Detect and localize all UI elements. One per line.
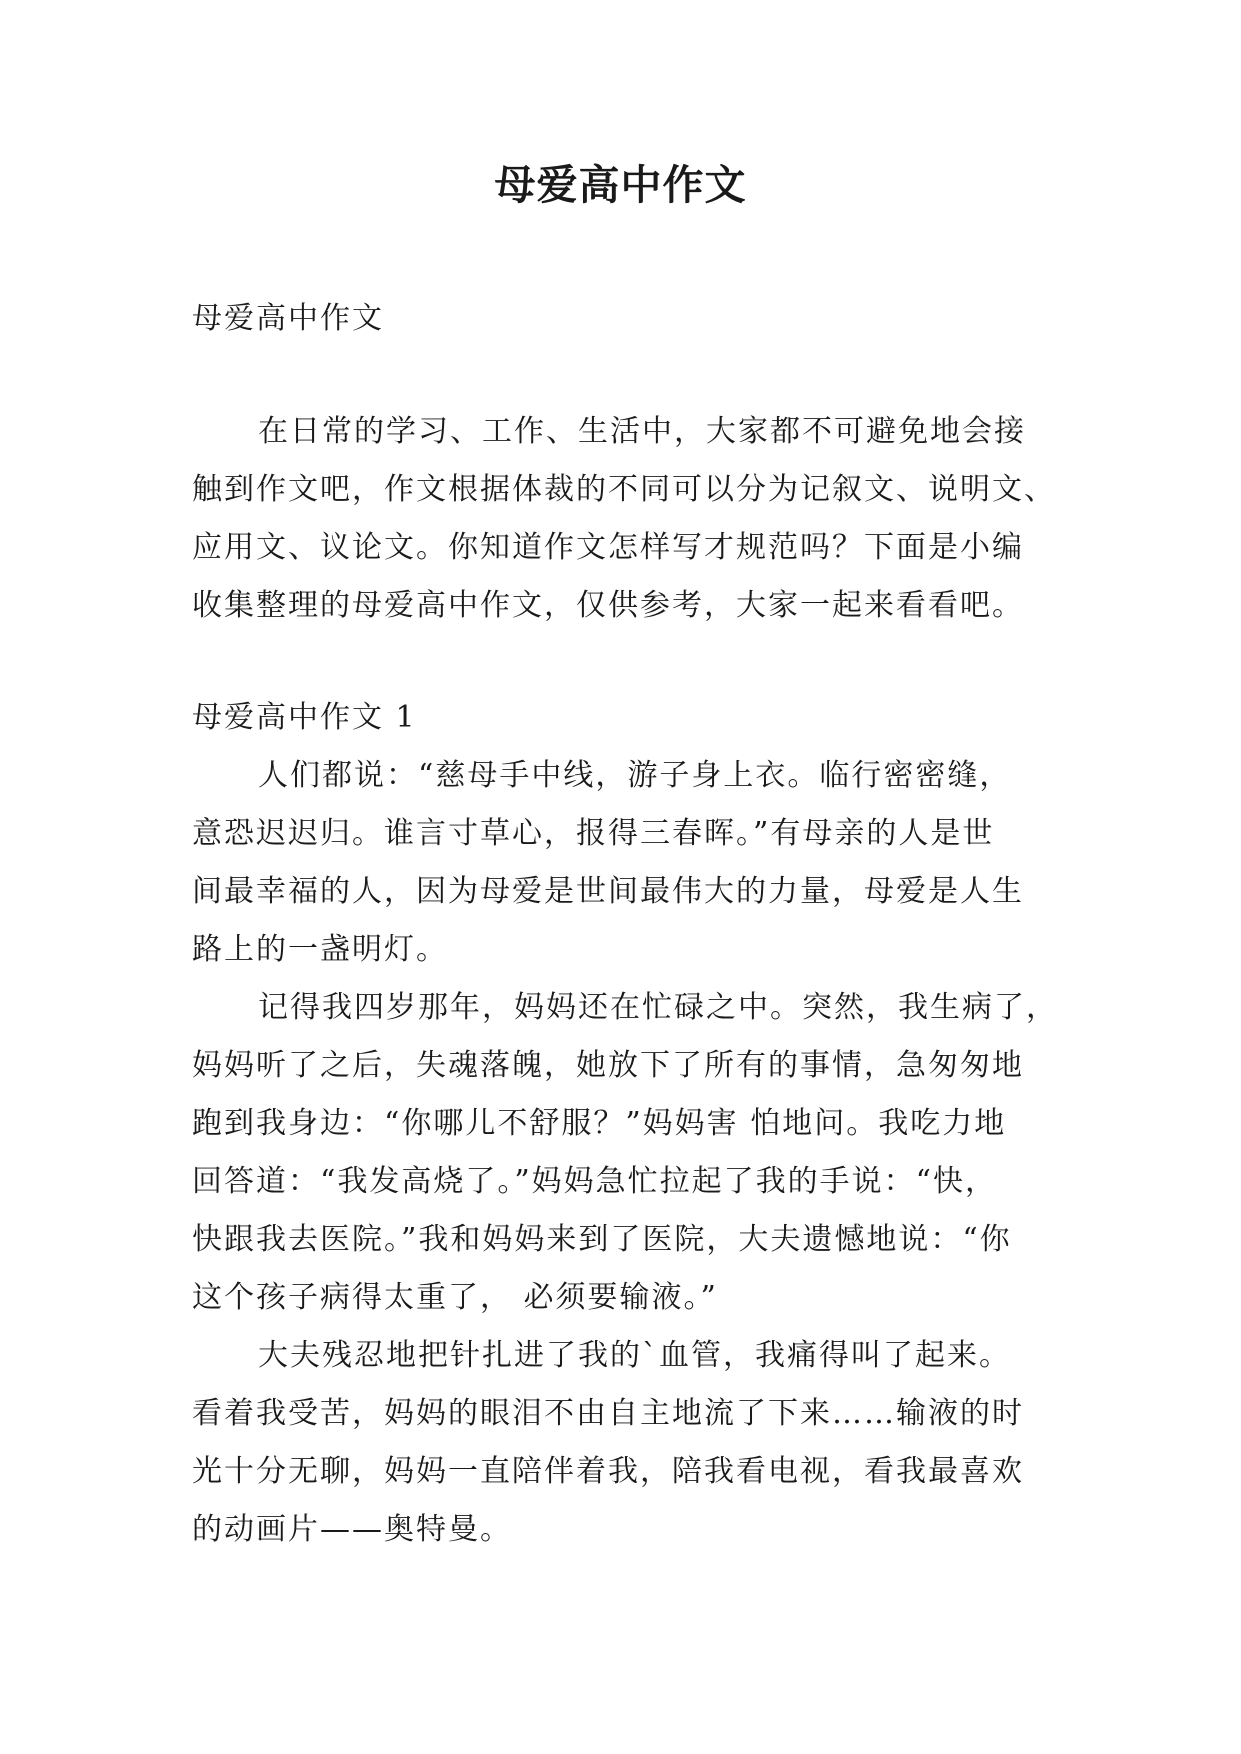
- document-subtitle: 母爱高中作文: [192, 301, 384, 336]
- paragraph-line: 大夫残忍地把针扎进了我的`血管，我痛得叫了起来。: [258, 1338, 1011, 1373]
- document-body: [192, 290, 1072, 1559]
- paragraph-line: 回答道：“我发高烧了。”妈妈急忙拉起了我的手说：“快，: [192, 1164, 998, 1199]
- paragraph-line: 看着我受苦，妈妈的眼泪不由自主地流了下来……输液的时: [192, 1396, 1024, 1431]
- paragraph-line: 快跟我去医院。”我和妈妈来到了医院，大夫遗憾地说：“你: [192, 1222, 1012, 1257]
- paragraph-line: 路上的一盏明灯。: [192, 932, 448, 967]
- paragraph-line: 妈妈听了之后，失魂落魄，她放下了所有的事情，急匆匆地: [192, 1048, 1024, 1083]
- paragraph-line: 跑到我身边：“你哪儿不舒服？”妈妈害 怕地问。我吃力地: [192, 1106, 1007, 1141]
- section-heading: 母爱高中作文 1: [192, 700, 417, 735]
- paragraph-line: 间最幸福的人，因为母爱是世间最伟大的力量，母爱是人生: [192, 874, 1024, 909]
- body-paragraph-2: [192, 979, 1072, 1327]
- body-paragraph-3: [192, 1327, 1072, 1559]
- document-title: 母爱高中作文: [494, 161, 747, 209]
- intro-paragraph: [192, 403, 1072, 635]
- body-paragraph-1: [192, 747, 1072, 979]
- paragraph-line: 光十分无聊，妈妈一直陪伴着我，陪我看电视，看我最喜欢: [192, 1454, 1024, 1489]
- paragraph-line: 意恐迟迟归。谁言寸草心，报得三春晖。”有母亲的人是世: [192, 816, 995, 851]
- intro-line: 触到作文吧，作文根据体裁的不同可以分为记叙文、说明文、: [192, 472, 1056, 507]
- paragraph-line: 这个孩子病得太重了， 必须要输液。”: [192, 1280, 718, 1315]
- intro-line: 收集整理的母爱高中作文，仅供参考，大家一起来看看吧。: [192, 588, 1024, 623]
- intro-line: 应用文、议论文。你知道作文怎样写才规范吗？下面是小编: [192, 530, 1024, 565]
- paragraph-line: 记得我四岁那年，妈妈还在忙碌之中。突然，我生病了，: [258, 990, 1058, 1025]
- intro-line: 在日常的学习、工作、生活中，大家都不可避免地会接: [258, 414, 1026, 449]
- paragraph-line: 的动画片——奥特曼。: [192, 1512, 512, 1547]
- paragraph-line: 人们都说：“慈母手中线，游子身上衣。临行密密缝，: [258, 758, 1012, 793]
